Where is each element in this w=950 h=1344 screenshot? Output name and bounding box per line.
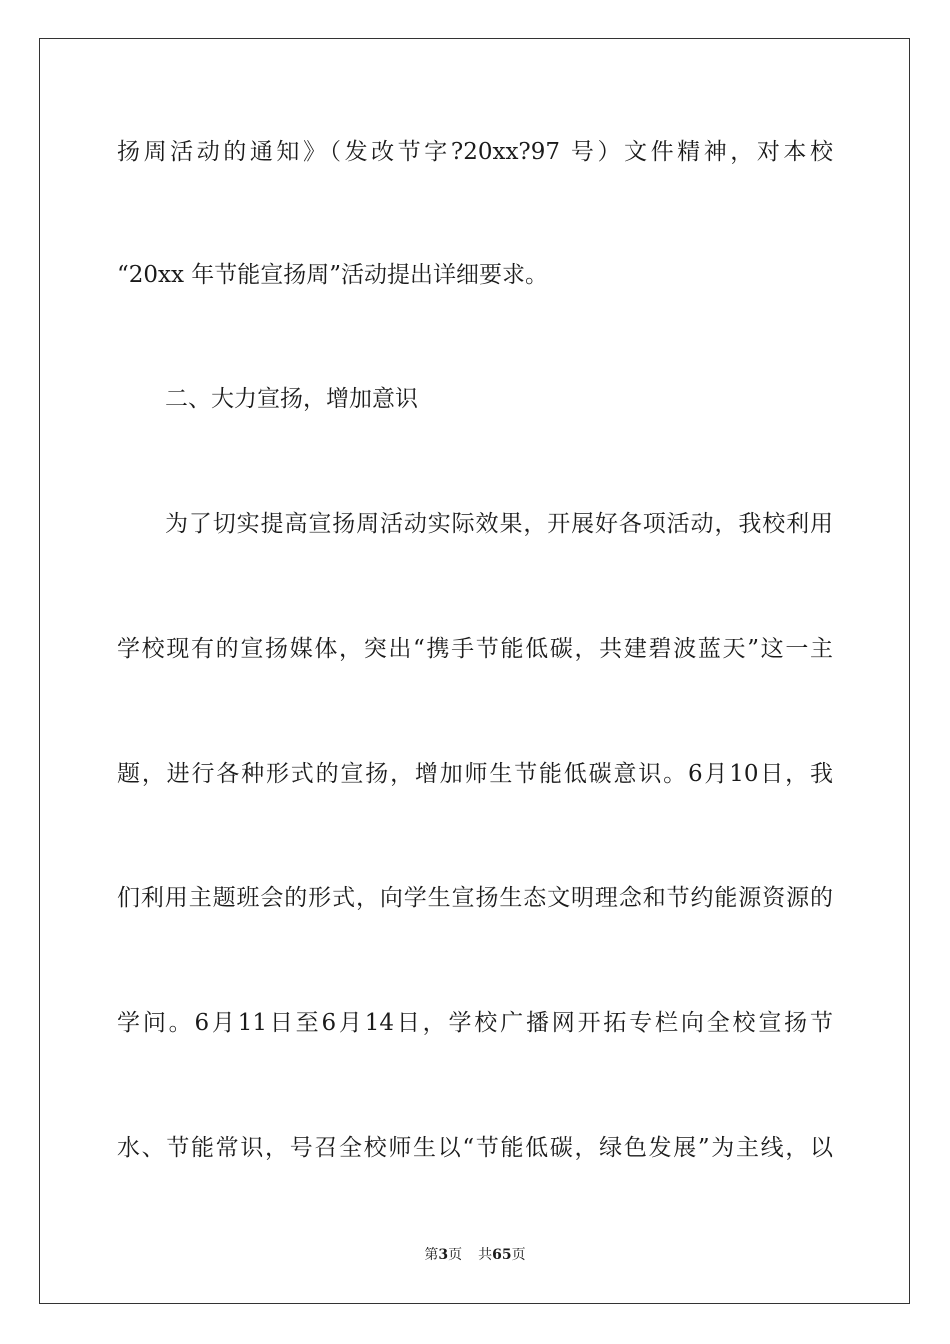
page-footer: [0, 1245, 950, 1265]
body-line-7: 们利用主题班会的形式，向学生宣扬生态文明理念和节约能源资源的: [117, 885, 833, 911]
page-number: 3: [438, 1247, 449, 1263]
section-heading: 二、大力宣扬，增加意识: [165, 386, 418, 412]
body-line-9: 水、节能常识，号召全校师生以“节能低碳，绿色发展”为主线，以: [117, 1135, 833, 1161]
body-line-8: 学问。6月11日至6月14日，学校广播网开拓专栏向全校宣扬节: [117, 1010, 833, 1036]
page-prefix: 第: [424, 1247, 439, 1263]
page-border: [39, 38, 910, 1304]
total-pages: 65: [492, 1247, 512, 1263]
total-suffix: 页: [511, 1247, 526, 1263]
page-suffix: 页: [448, 1247, 463, 1263]
body-line-1: 扬周活动的通知》（发改节字?20xx?97 号）文件精神，对本校: [117, 139, 833, 165]
body-line-5: 学校现有的宣扬媒体，突出“携手节能低碳，共建碧波蓝天”这一主: [117, 636, 833, 662]
body-line-2: “20xx 年节能宣扬周”活动提出详细要求。: [117, 262, 549, 288]
body-line-4: 为了切实提高宣扬周活动实际效果，开展好各项活动，我校利用: [165, 511, 833, 537]
total-prefix: 共: [478, 1247, 493, 1263]
body-line-6: 题，进行各种形式的宣扬，增加师生节能低碳意识。6月10日，我: [117, 761, 833, 787]
